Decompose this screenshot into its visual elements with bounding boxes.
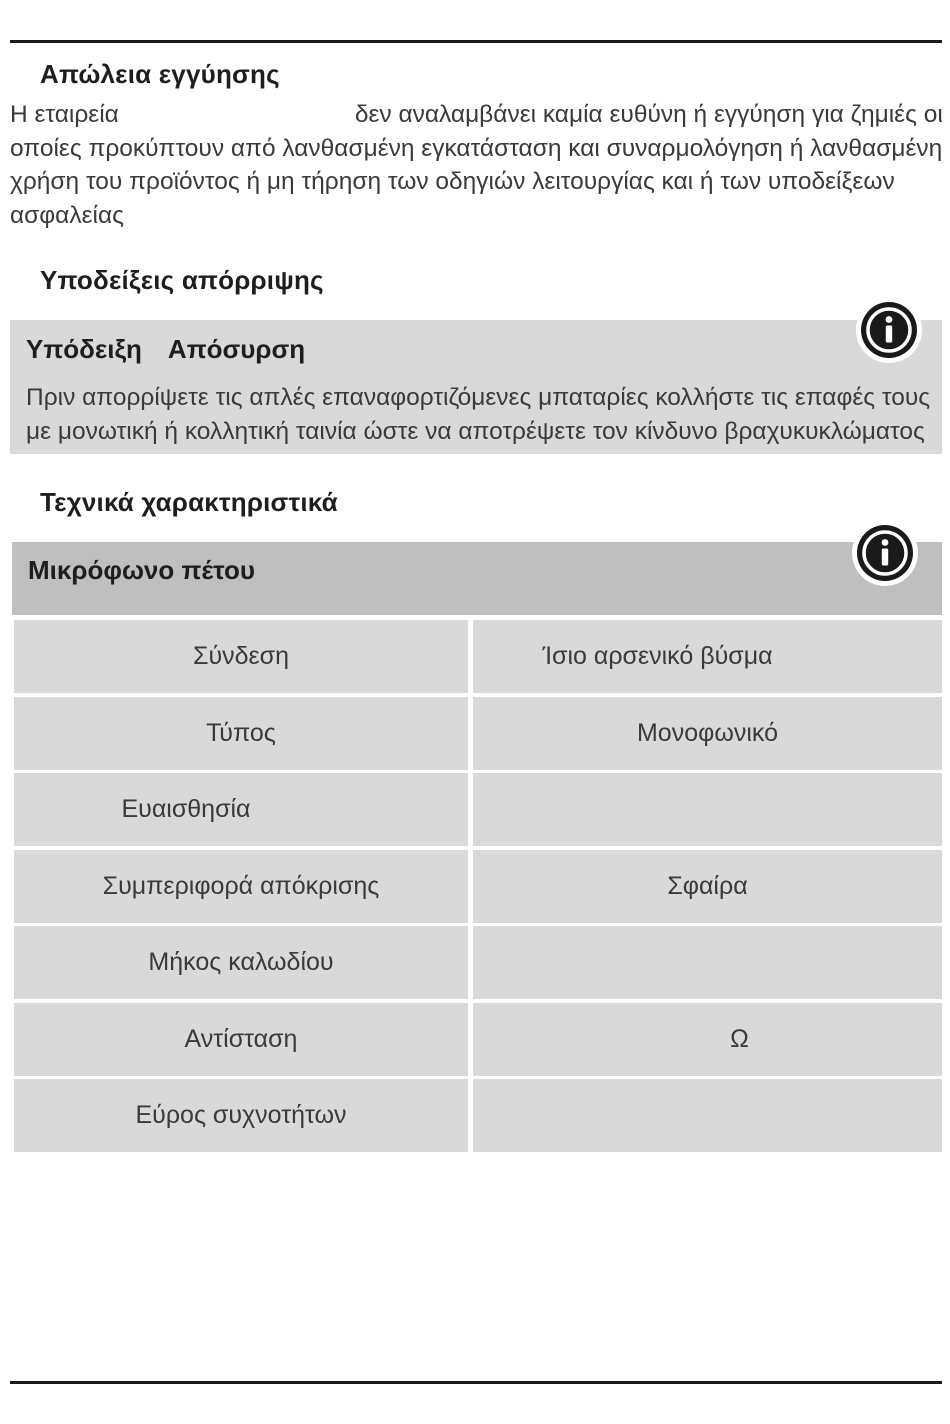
note-text: Πριν απορρίψετε τις απλές επαναφορτιζόμενες μπαταρίες κολλήστε τις επαφές τους με μονωτική ή κολλητική ταινία ώστε να αποτρέψετε τον κίνδυνο βραχυκυκλώματος xyxy=(26,384,931,445)
info-icon xyxy=(852,520,918,586)
disposal-heading: Υποδείξεις απόρριψης xyxy=(40,265,324,295)
warranty-text-start: Η εταιρεία xyxy=(10,101,119,128)
note-title-label: Υπόδειξη xyxy=(26,334,142,364)
spec-label: Αντίσταση xyxy=(14,1003,468,1076)
spec-value: Ω xyxy=(473,1003,942,1076)
info-icon xyxy=(856,297,922,363)
spec-value: Σφαίρα xyxy=(473,850,942,923)
spec-value xyxy=(473,773,942,846)
note-title-subject: Απόσυρση xyxy=(167,334,306,364)
table-row xyxy=(14,926,942,999)
spec-table xyxy=(14,620,942,1156)
spec-table-title: Μικρόφωνο πέτου xyxy=(28,555,256,585)
spec-value: Μονοφωνικό xyxy=(473,697,942,770)
spec-label: Εύρος συχνοτήτων xyxy=(14,1079,468,1152)
tech-heading: Τεχνικά χαρακτηριστικά xyxy=(40,487,338,517)
spec-label: Συμπεριφορά απόκρισης xyxy=(14,850,468,923)
table-row xyxy=(14,697,942,770)
spec-value: Ίσιο αρσενικό βύσμα xyxy=(473,620,942,693)
table-row xyxy=(14,773,942,846)
spec-table-header xyxy=(12,542,942,615)
note-title xyxy=(26,333,305,365)
spec-value xyxy=(473,926,942,999)
spec-label: Τύπος xyxy=(14,697,468,770)
warranty-text xyxy=(10,98,945,232)
warranty-text-rest: δεν αναλαμβάνει καμία ευθύνη ή εγγύηση για ζημιές οι οποίες προκύπτουν από λανθασμένη εγκατάσταση και συναρμολόγηση ή λανθασμένη χρήση του προϊόντος ή μη τήρηση των οδηγιών λειτουργίας και ή των υποδείξεων ασφαλείας xyxy=(10,101,943,229)
table-row xyxy=(14,1079,942,1152)
bottom-divider xyxy=(10,1381,942,1384)
disposal-note-box xyxy=(10,320,942,454)
spec-label: Ευαισθησία xyxy=(14,773,468,846)
top-divider xyxy=(10,40,942,43)
spec-value xyxy=(473,1079,942,1152)
spec-label: Μήκος καλωδίου xyxy=(14,926,468,999)
table-row xyxy=(14,1003,942,1076)
table-row xyxy=(14,620,942,693)
warranty-heading: Απώλεια εγγύησης xyxy=(40,59,280,89)
spec-label: Σύνδεση xyxy=(14,620,468,693)
table-row xyxy=(14,850,942,923)
